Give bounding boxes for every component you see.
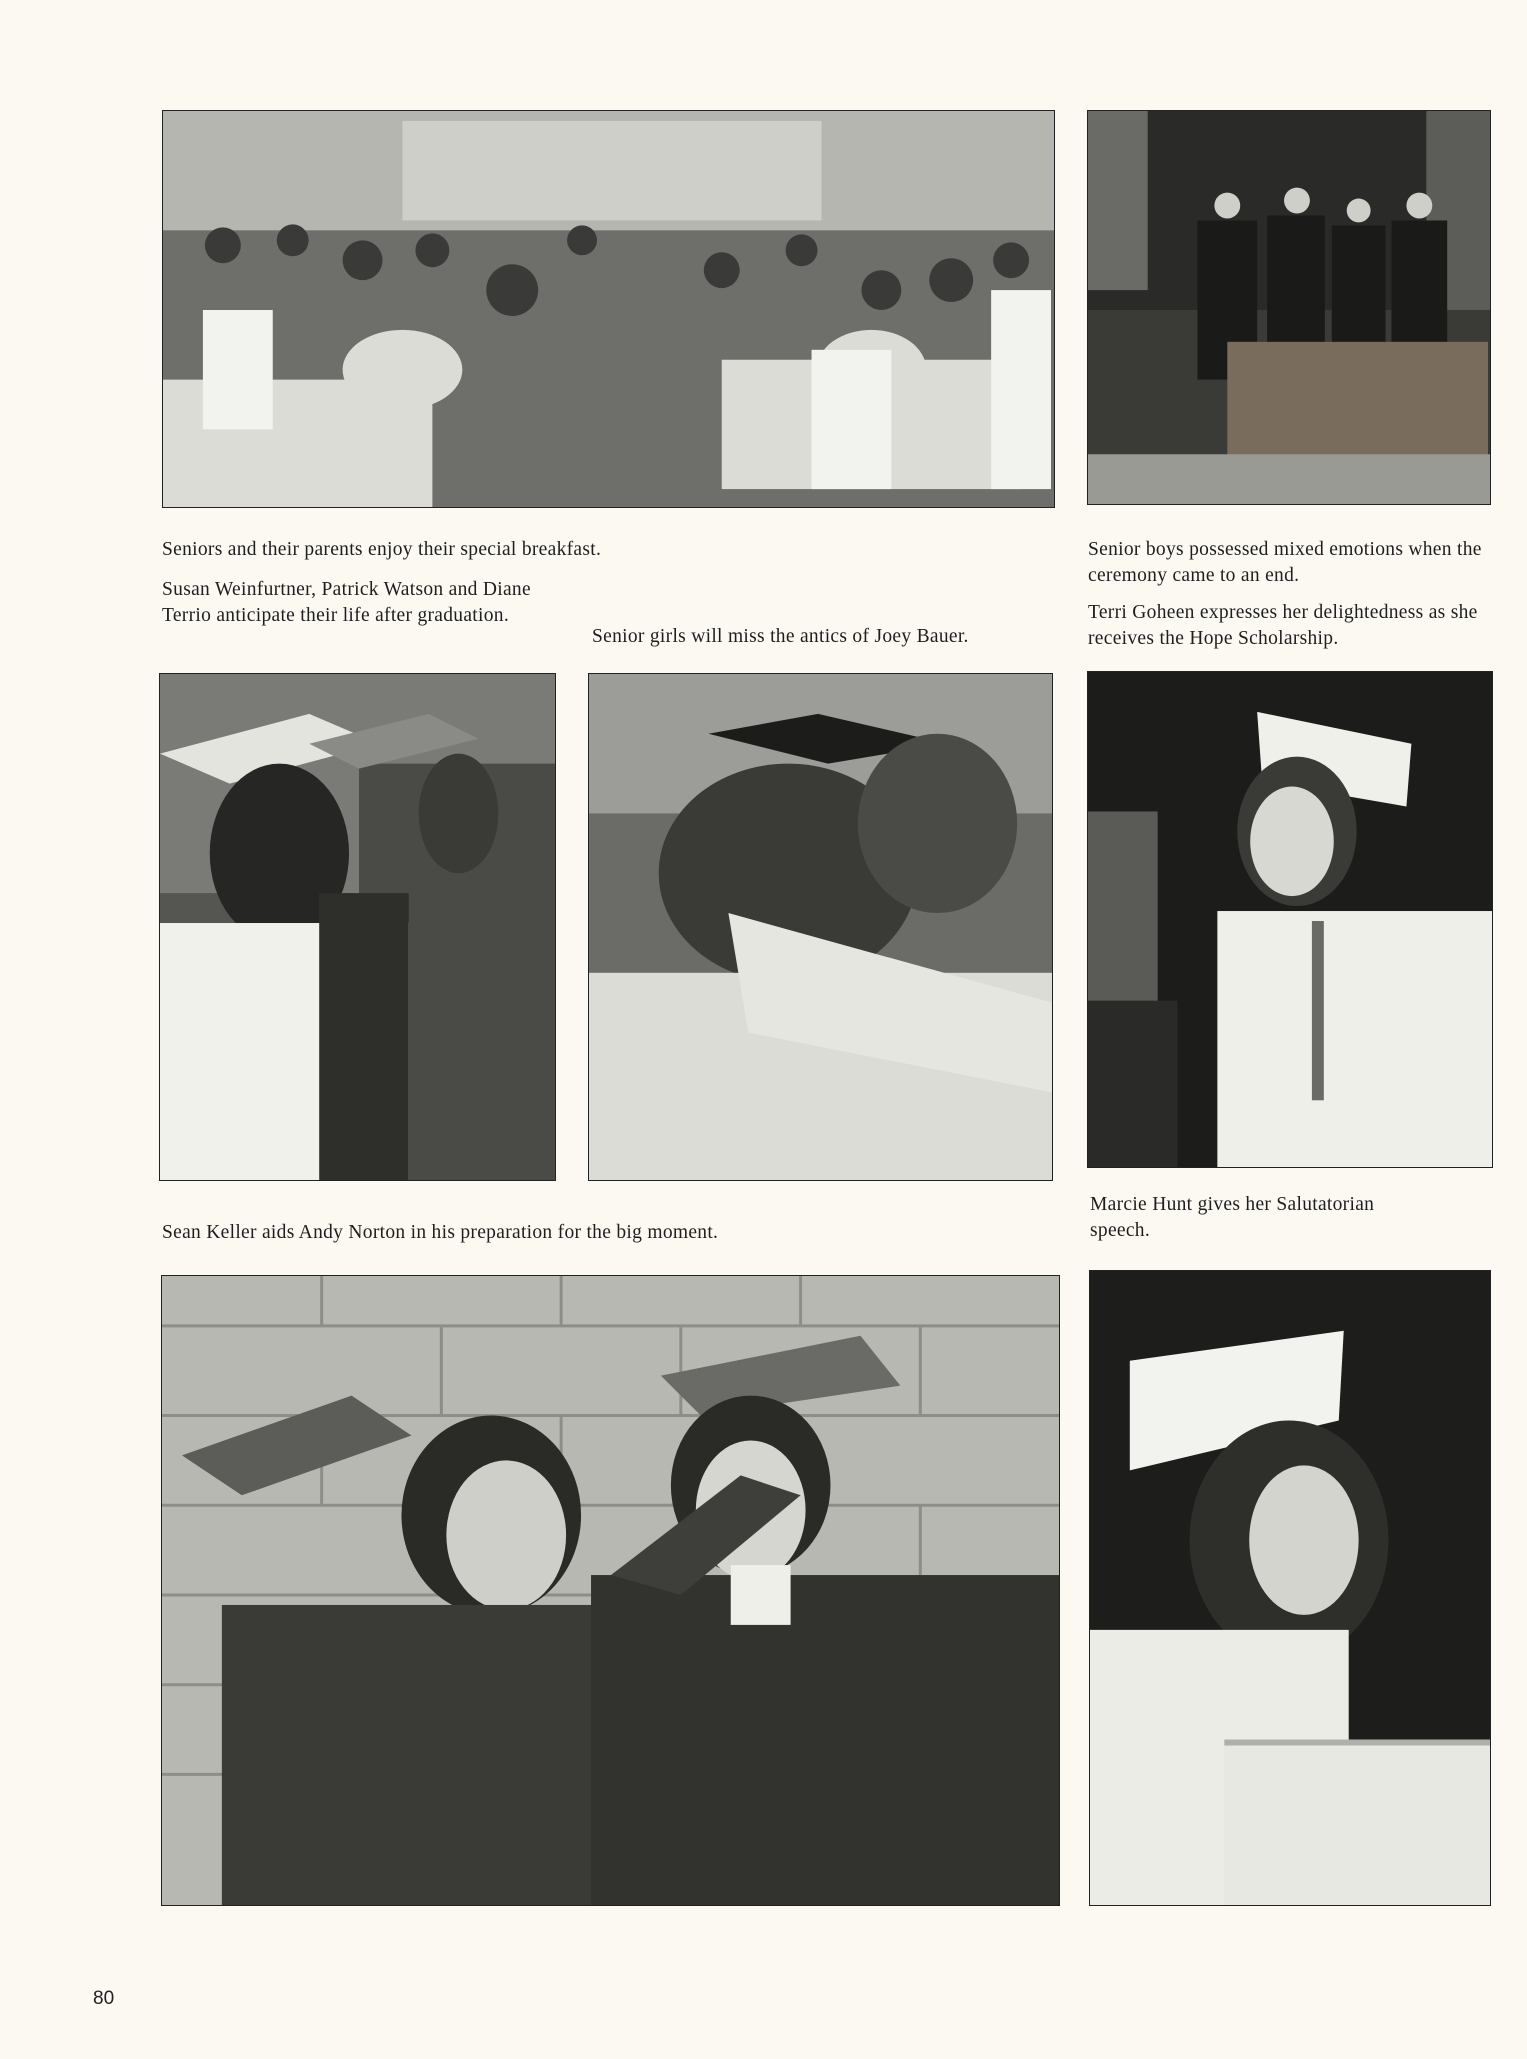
caption-senior-boys: Senior boys possessed mixed emotions when the ceremony came to an end. [1088,539,1482,586]
caption-marcie-hunt: Marcie Hunt gives her Salutatorian speech. [1090,1194,1375,1241]
page-number: 80 [93,1988,115,2009]
caption-terri-goheen: Terri Goheen expresses her delightedness as she receives the Hope Scholarship. [1088,602,1478,649]
caption-weinfurtner-watson-terrio: Susan Weinfurtner, Patrick Watson and Diane Terrio anticipate their life after graduation. [162,579,531,626]
breakfast-photo [162,110,1055,508]
speech-photo [1089,1270,1491,1906]
cap-adjust-photo [161,1275,1060,1906]
hug-photo [588,673,1053,1181]
senior-boys-photo [1087,110,1491,505]
scholarship-photo [1087,671,1493,1168]
graduates-profile-photo [159,673,556,1181]
caption-keller-norton: Sean Keller aids Andy Norton in his preparation for the big moment. [162,1222,719,1243]
caption-joey-bauer: Senior girls will miss the antics of Joey Bauer. [592,626,969,647]
caption-breakfast: Seniors and their parents enjoy their special breakfast. [162,539,602,560]
